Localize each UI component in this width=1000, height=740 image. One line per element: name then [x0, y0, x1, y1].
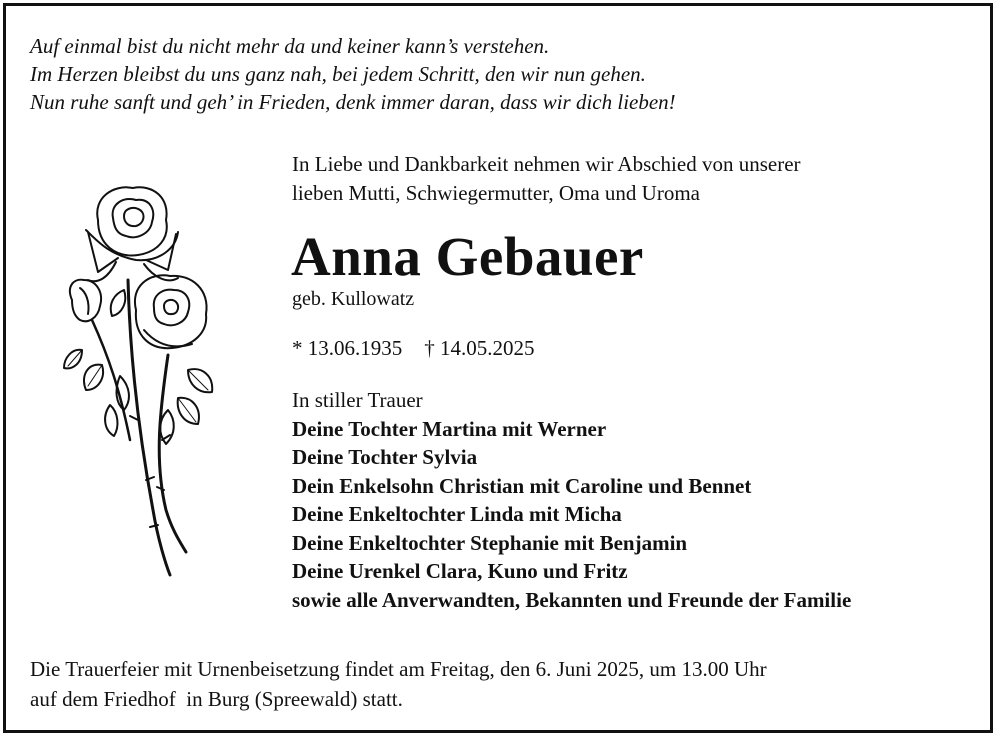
life-dates — [292, 334, 535, 362]
mourner-line: Deine Urenkel Clara, Kuno und Fritz — [292, 559, 628, 583]
mourning-lead: In stiller Trauer — [292, 388, 423, 412]
intro-text — [292, 150, 801, 208]
funeral-info — [30, 654, 767, 714]
birth-date: * 13.06.1935 — [292, 336, 403, 360]
funeral-line-1: Die Trauerfeier mit Urnenbeisetzung findet am Freitag, den 6. Juni 2025, um 13.00 Uhr — [30, 657, 767, 681]
poem-line-3: Nun ruhe sanft und geh’ in Frieden, denk immer daran, dass wir dich lieben! — [30, 90, 676, 114]
mourner-line: Dein Enkelsohn Christian mit Caroline und Bennet — [292, 473, 752, 498]
maiden-name: geb. Kullowatz — [292, 288, 415, 310]
poem-line-2: Im Herzen bleibst du uns ganz nah, bei jedem Schritt, den wir nun gehen. — [30, 62, 646, 86]
death-date: † 14.05.2025 — [424, 336, 535, 360]
deceased-name: Anna Gebauer — [291, 226, 644, 287]
mourners-list — [292, 386, 851, 614]
mourner-line: Deine Enkeltochter Linda mit Micha — [292, 502, 622, 526]
poem — [30, 32, 970, 116]
poem-line-1: Auf einmal bist du nicht mehr da und keiner kann’s verstehen. — [30, 34, 550, 58]
mourner-line: Deine Tochter Martina mit Werner — [292, 416, 607, 441]
mourner-line: Deine Tochter Sylvia — [292, 445, 478, 469]
intro-line-2: lieben Mutti, Schwiegermutter, Oma und Uroma — [292, 181, 700, 205]
mourner-line: Deine Enkeltochter Stephanie mit Benjamin — [292, 530, 688, 555]
intro-line-1: In Liebe und Dankbarkeit nehmen wir Abschied von unserer — [292, 152, 801, 176]
mourner-line: sowie alle Anverwandten, Bekannten und Freunde der Familie — [292, 587, 852, 612]
rose-illustration — [58, 180, 228, 580]
funeral-line-2: auf dem Friedhof in Burg (Spreewald) statt. — [30, 687, 403, 711]
